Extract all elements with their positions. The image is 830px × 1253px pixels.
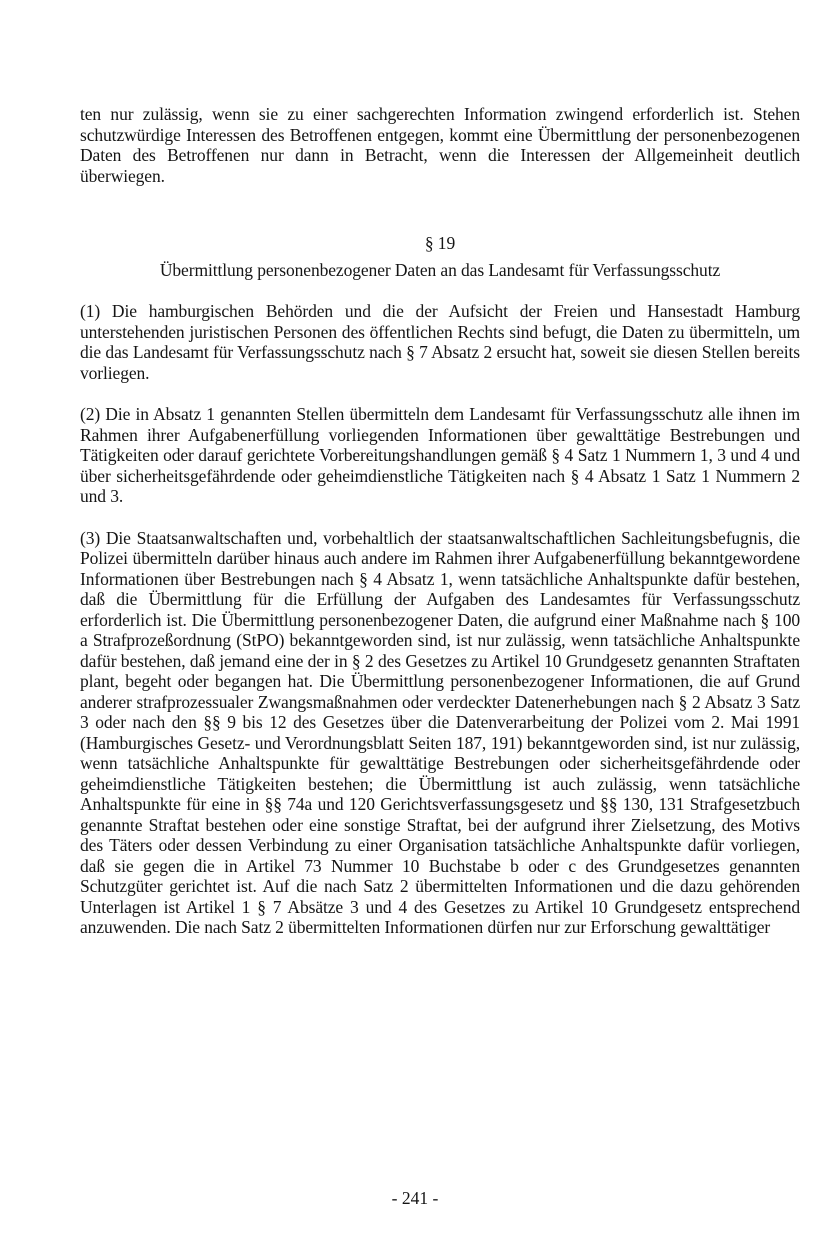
paragraph-1: (1) Die hamburgischen Behörden und die der Aufsicht der Freien und Hansestadt Hamburg unterstehenden juristischen Personen des öffentlichen Rechts sind befugt, die Daten zu übermitteln, um die das Landesamt für Verfassungsschutz nach § 7 Absatz 2 ersucht hat, soweit sie diesen Stellen bereits vorliegen. — [80, 301, 800, 383]
text-column — [80, 104, 800, 959]
paragraph-3: (3) Die Staatsanwaltschaften und, vorbehaltlich der staatsanwaltschaftlichen Sachleitungsbefugnis, die Polizei übermitteln darüber hinaus auch andere im Rahmen ihrer Aufgabenerfüllung bekanntgewordene Informationen über Bestrebungen nach § 4 Absatz 1, wenn tatsächliche Anhaltspunkte dafür bestehen, daß die Übermittlung für die Erfüllung der Aufgaben des Landesamtes für Verfassungsschutz erforderlich ist. Die Übermittlung personenbezogener Daten, die aufgrund einer Maßnahme nach § 100 a Strafprozeßordnung (StPO) bekanntgeworden sind, ist nur zulässig, wenn tatsächliche Anhaltspunkte dafür bestehen, daß jemand eine der in § 2 des Gesetzes zu Artikel 10 Grundgesetz genannten Straftaten plant, begeht oder begangen hat. Die Übermittlung personenbezogener Informationen, die auf Grund anderer strafprozessualer Zwangsmaßnahmen oder verdeckter Datenerhebungen nach § 2 Absatz 3 Satz 3 oder nach den §§ 9 bis 12 des Gesetzes über die Datenverarbeitung der Polizei vom 2. Mai 1991 (Hamburgisches Gesetz- und Verordnungsblatt Seiten 187, 191) bekanntgeworden sind, ist nur zulässig, wenn tatsächliche Anhaltspunkte für gewalttätige Bestrebungen oder sicherheitsgefährdende oder geheimdienstliche Tätigkeiten bestehen; die Übermittlung ist auch zulässig, wenn tatsächliche Anhaltspunkte für eine in §§ 74a und 120 Gerichtsverfassungsgesetz und §§ 130, 131 Strafgesetzbuch genannte Straftat bestehen oder eine sonstige Straftat, bei der aufgrund ihrer Zielsetzung, des Motivs des Täters oder dessen Verbindung zu einer Organisation tatsächliche Anhaltspunkte dafür vorliegen, daß sie gegen die in Artikel 73 Nummer 10 Buchstabe b oder c des Grundgesetzes genannten Schutzgüter gerichtet ist. Auf die nach Satz 2 übermittelten Informationen und die dazu gehörenden Unterlagen ist Artikel 1 § 7 Absätze 3 und 4 des Gesetzes zu Artikel 10 Grundgesetz entsprechend anzuwenden. Die nach Satz 2 übermittelten Informationen dürfen nur zur Erforschung gewalttätiger — [80, 527, 800, 937]
paragraph-2: (2) Die in Absatz 1 genannten Stellen übermitteln dem Landesamt für Verfassungsschutz alle ihnen im Rahmen ihrer Aufgabenerfüllung vorliegenden Informationen über gewalttätige Bestrebungen und Tätigkeiten oder darauf gerichtete Vorbereitungshandlungen gemäß § 4 Satz 1 Nummern 1, 3 und 4 und über sicherheitsgefährdende oder geheimdienstliche Tätigkeiten nach § 4 Absatz 1 Satz 1 Nummern 2 und 3. — [80, 404, 800, 506]
section-title: Übermittlung personenbezogener Daten an das Landesamt für Verfassungsschutz — [159, 259, 721, 280]
intro-paragraph: ten nur zulässig, wenn sie zu einer sachgerechten Information zwingend erforderlich ist. Stehen schutzwürdige Interessen des Betroffenen entgegen, kommt eine Übermittlung der personenbezogenen Daten des Betroffenen nur dann in Betracht, wenn die Interessen der Allgemeinheit deutlich überwiegen. — [80, 104, 800, 186]
section-number: § 19 — [424, 233, 456, 253]
page-number: - 241 - — [391, 1188, 439, 1208]
